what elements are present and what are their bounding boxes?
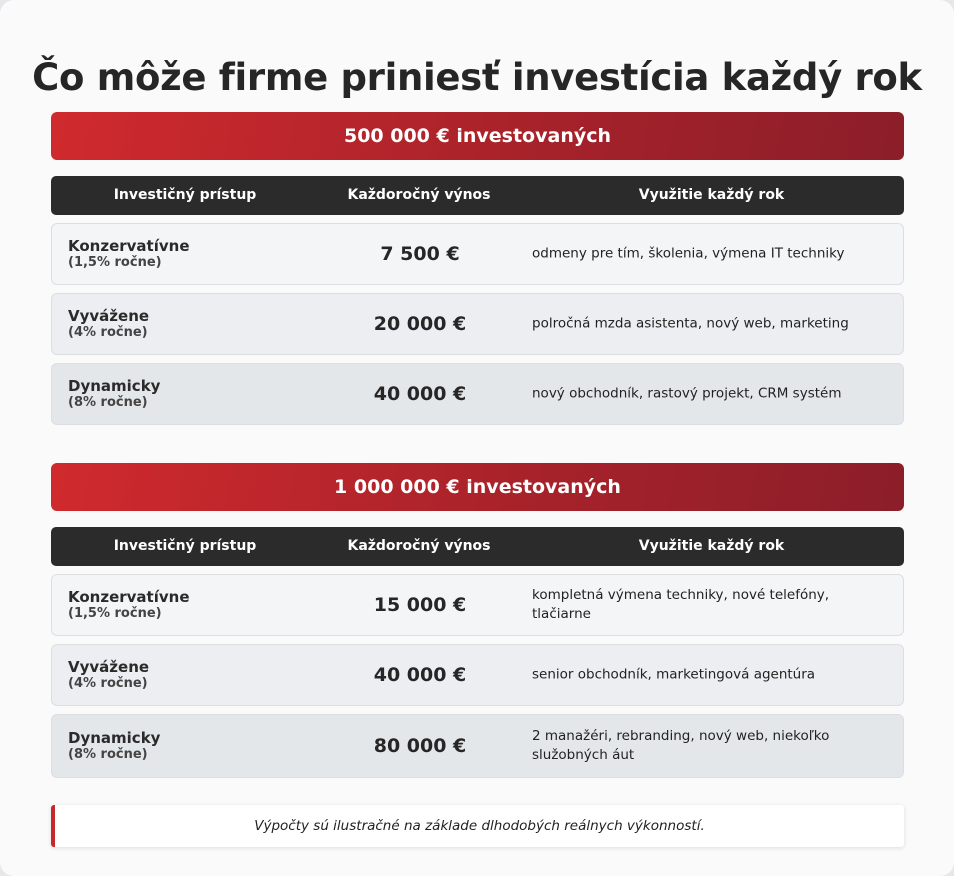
header-annual-return: Každoročný výnos <box>347 187 491 203</box>
section-banner-1m: 1 000 000 € investovaných <box>51 463 904 511</box>
approach-rate: (4% ročne) <box>68 676 148 691</box>
approach-rate: (1,5% ročne) <box>68 606 162 621</box>
approach-cell <box>68 588 190 622</box>
header-approach: Investičný prístup <box>113 187 257 203</box>
annual-return-value: 40 000 € <box>373 664 467 686</box>
annual-return-value: 80 000 € <box>373 735 467 757</box>
table-row <box>51 714 904 778</box>
annual-return-value: 20 000 € <box>373 313 467 335</box>
approach-rate: (1,5% ročne) <box>68 255 162 270</box>
usage-text: 2 manažéri, rebranding, nový web, niekoľko služobných áut <box>532 728 830 763</box>
annual-return-value: 15 000 € <box>373 594 467 616</box>
approach-name: Vyvážene <box>68 658 150 676</box>
section-banner-500k: 500 000 € investovaných <box>51 112 904 160</box>
page-title: Čo môže firme priniesť investícia každý rok <box>32 56 922 99</box>
approach-cell <box>68 237 190 271</box>
header-usage: Využitie každý rok <box>638 538 785 554</box>
approach-name: Vyvážene <box>68 307 150 325</box>
approach-cell <box>68 729 160 763</box>
approach-cell <box>68 377 160 411</box>
usage-text: odmeny pre tím, školenia, výmena IT techniky <box>532 245 845 262</box>
approach-name: Dynamicky <box>68 729 161 747</box>
approach-name: Konzervatívne <box>68 588 190 606</box>
approach-rate: (4% ročne) <box>68 325 148 340</box>
usage-text: senior obchodník, marketingová agentúra <box>532 666 816 683</box>
table-header-1m <box>51 527 904 566</box>
approach-rate: (8% ročne) <box>68 395 148 410</box>
usage-text: nový obchodník, rastový projekt, CRM systém <box>532 385 842 402</box>
usage-text: kompletná výmena techniky, nové telefóny, tlačiarne <box>532 587 830 622</box>
usage-text: polročná mzda asistenta, nový web, marketing <box>532 315 849 332</box>
approach-rate: (8% ročne) <box>68 747 148 762</box>
annual-return-value: 40 000 € <box>373 383 467 405</box>
approach-cell <box>68 658 149 692</box>
table-header-500k <box>51 176 904 215</box>
table-row <box>51 644 904 706</box>
table-row <box>51 223 904 285</box>
approach-cell <box>68 307 149 341</box>
table-row <box>51 363 904 425</box>
header-usage: Využitie každý rok <box>638 187 785 203</box>
header-approach: Investičný prístup <box>113 538 257 554</box>
approach-name: Dynamicky <box>68 377 161 395</box>
approach-name: Konzervatívne <box>68 237 190 255</box>
table-row <box>51 574 904 636</box>
disclaimer-note: Výpočty sú ilustračné na základe dlhodobých reálnych výkonností. <box>51 805 904 847</box>
table-row <box>51 293 904 355</box>
annual-return-value: 7 500 € <box>380 243 460 265</box>
header-annual-return: Každoročný výnos <box>347 538 491 554</box>
